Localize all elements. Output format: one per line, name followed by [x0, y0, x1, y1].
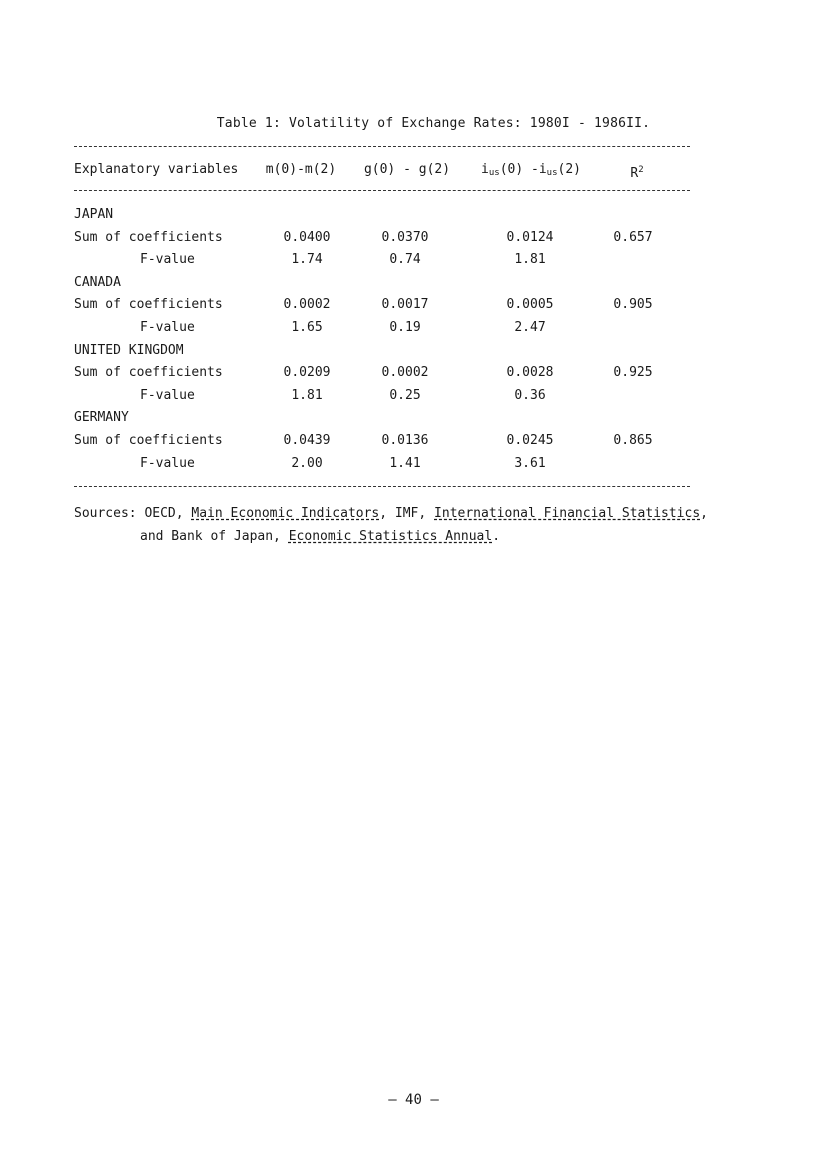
cell-sum-value: 0.0002 — [381, 365, 429, 381]
country-heading: GERMANY — [74, 410, 129, 426]
source-ref-economic-statistics-annual: Economic Statistics Annual — [288, 529, 493, 544]
cell-sum-value: 0.0002 — [283, 297, 331, 313]
top-rule — [74, 146, 690, 147]
row-label-sum: Sum of coefficients — [74, 365, 223, 381]
header-rule — [74, 190, 690, 191]
cell-f-value: 0.19 — [389, 320, 421, 335]
cell-f-value: 2.47 — [514, 320, 546, 335]
sources-line-2: and Bank of Japan, Economic Statistics Annual. — [140, 529, 501, 544]
cell-sum-value: 0.0439 — [283, 433, 331, 448]
cell-sum-value: 0.0005 — [506, 297, 554, 313]
row-label-f-value: F-value — [140, 252, 195, 268]
cell-sum-value: 0.905 — [613, 297, 653, 313]
cell-f-value: 1.81 — [291, 387, 323, 403]
cell-f-value: 1.41 — [389, 455, 421, 471]
row-label-f-value: F-value — [140, 455, 195, 471]
header-explanatory-variables: Explanatory variables — [74, 162, 239, 177]
cell-f-value: 0.74 — [389, 252, 421, 268]
cell-f-value: 1.65 — [291, 320, 323, 335]
source-ref-main-economic-indicators: Main Economic Indicators — [191, 506, 380, 521]
row-label-f-value: F-value — [140, 320, 195, 335]
cell-sum-value: 0.657 — [613, 229, 653, 245]
cell-sum-value: 0.0017 — [381, 297, 429, 313]
cell-f-value: 1.74 — [291, 252, 323, 268]
row-label-sum: Sum of coefficients — [74, 433, 223, 448]
row-label-sum: Sum of coefficients — [74, 297, 223, 313]
cell-sum-value: 0.925 — [613, 365, 653, 381]
row-label-sum: Sum of coefficients — [74, 229, 223, 245]
cell-f-value: 2.00 — [291, 455, 323, 471]
cell-f-value: 1.81 — [514, 252, 546, 268]
cell-sum-value: 0.0209 — [283, 365, 331, 381]
cell-f-value: 0.25 — [389, 387, 421, 403]
header-interest-diff: $i_{us}(0)$ $-i_{us}(2)$ — [481, 162, 581, 178]
cell-sum-value: 0.0028 — [506, 365, 554, 381]
cell-sum-value: 0.0370 — [381, 229, 429, 245]
sources-note — [74, 502, 708, 548]
page-number: — 40 — — [388, 1092, 439, 1108]
table-title: Table 1: Volatility of Exchange Rates: 1980I - 1986II. — [216, 116, 651, 131]
cell-sum-value: 0.0400 — [283, 229, 331, 245]
header-r-squared: $R^2$ — [630, 165, 644, 181]
cell-f-value: 3.61 — [514, 455, 546, 471]
cell-f-value: 0.36 — [514, 387, 546, 403]
cell-sum-value: 0.0245 — [506, 433, 554, 448]
cell-sum-value: 0.0136 — [381, 433, 429, 448]
source-ref-international-financial-statistics: International Financial Statistics — [434, 506, 701, 521]
cell-sum-value: 0.0124 — [506, 229, 554, 245]
row-label-f-value: F-value — [140, 387, 195, 403]
cell-sum-value: 0.865 — [613, 433, 653, 448]
country-heading: CANADA — [74, 274, 121, 290]
country-heading: UNITED KINGDOM — [74, 342, 184, 358]
sources-line-1: Sources: OECD, Main Economic Indicators, IMF, International Financial Statistics, — [74, 506, 708, 521]
header-g-diff: g(0) - g(2) — [363, 162, 451, 177]
bottom-rule — [74, 486, 690, 487]
header-money-diff: m(0)-m(2) — [265, 162, 337, 177]
country-heading: JAPAN — [74, 207, 114, 222]
